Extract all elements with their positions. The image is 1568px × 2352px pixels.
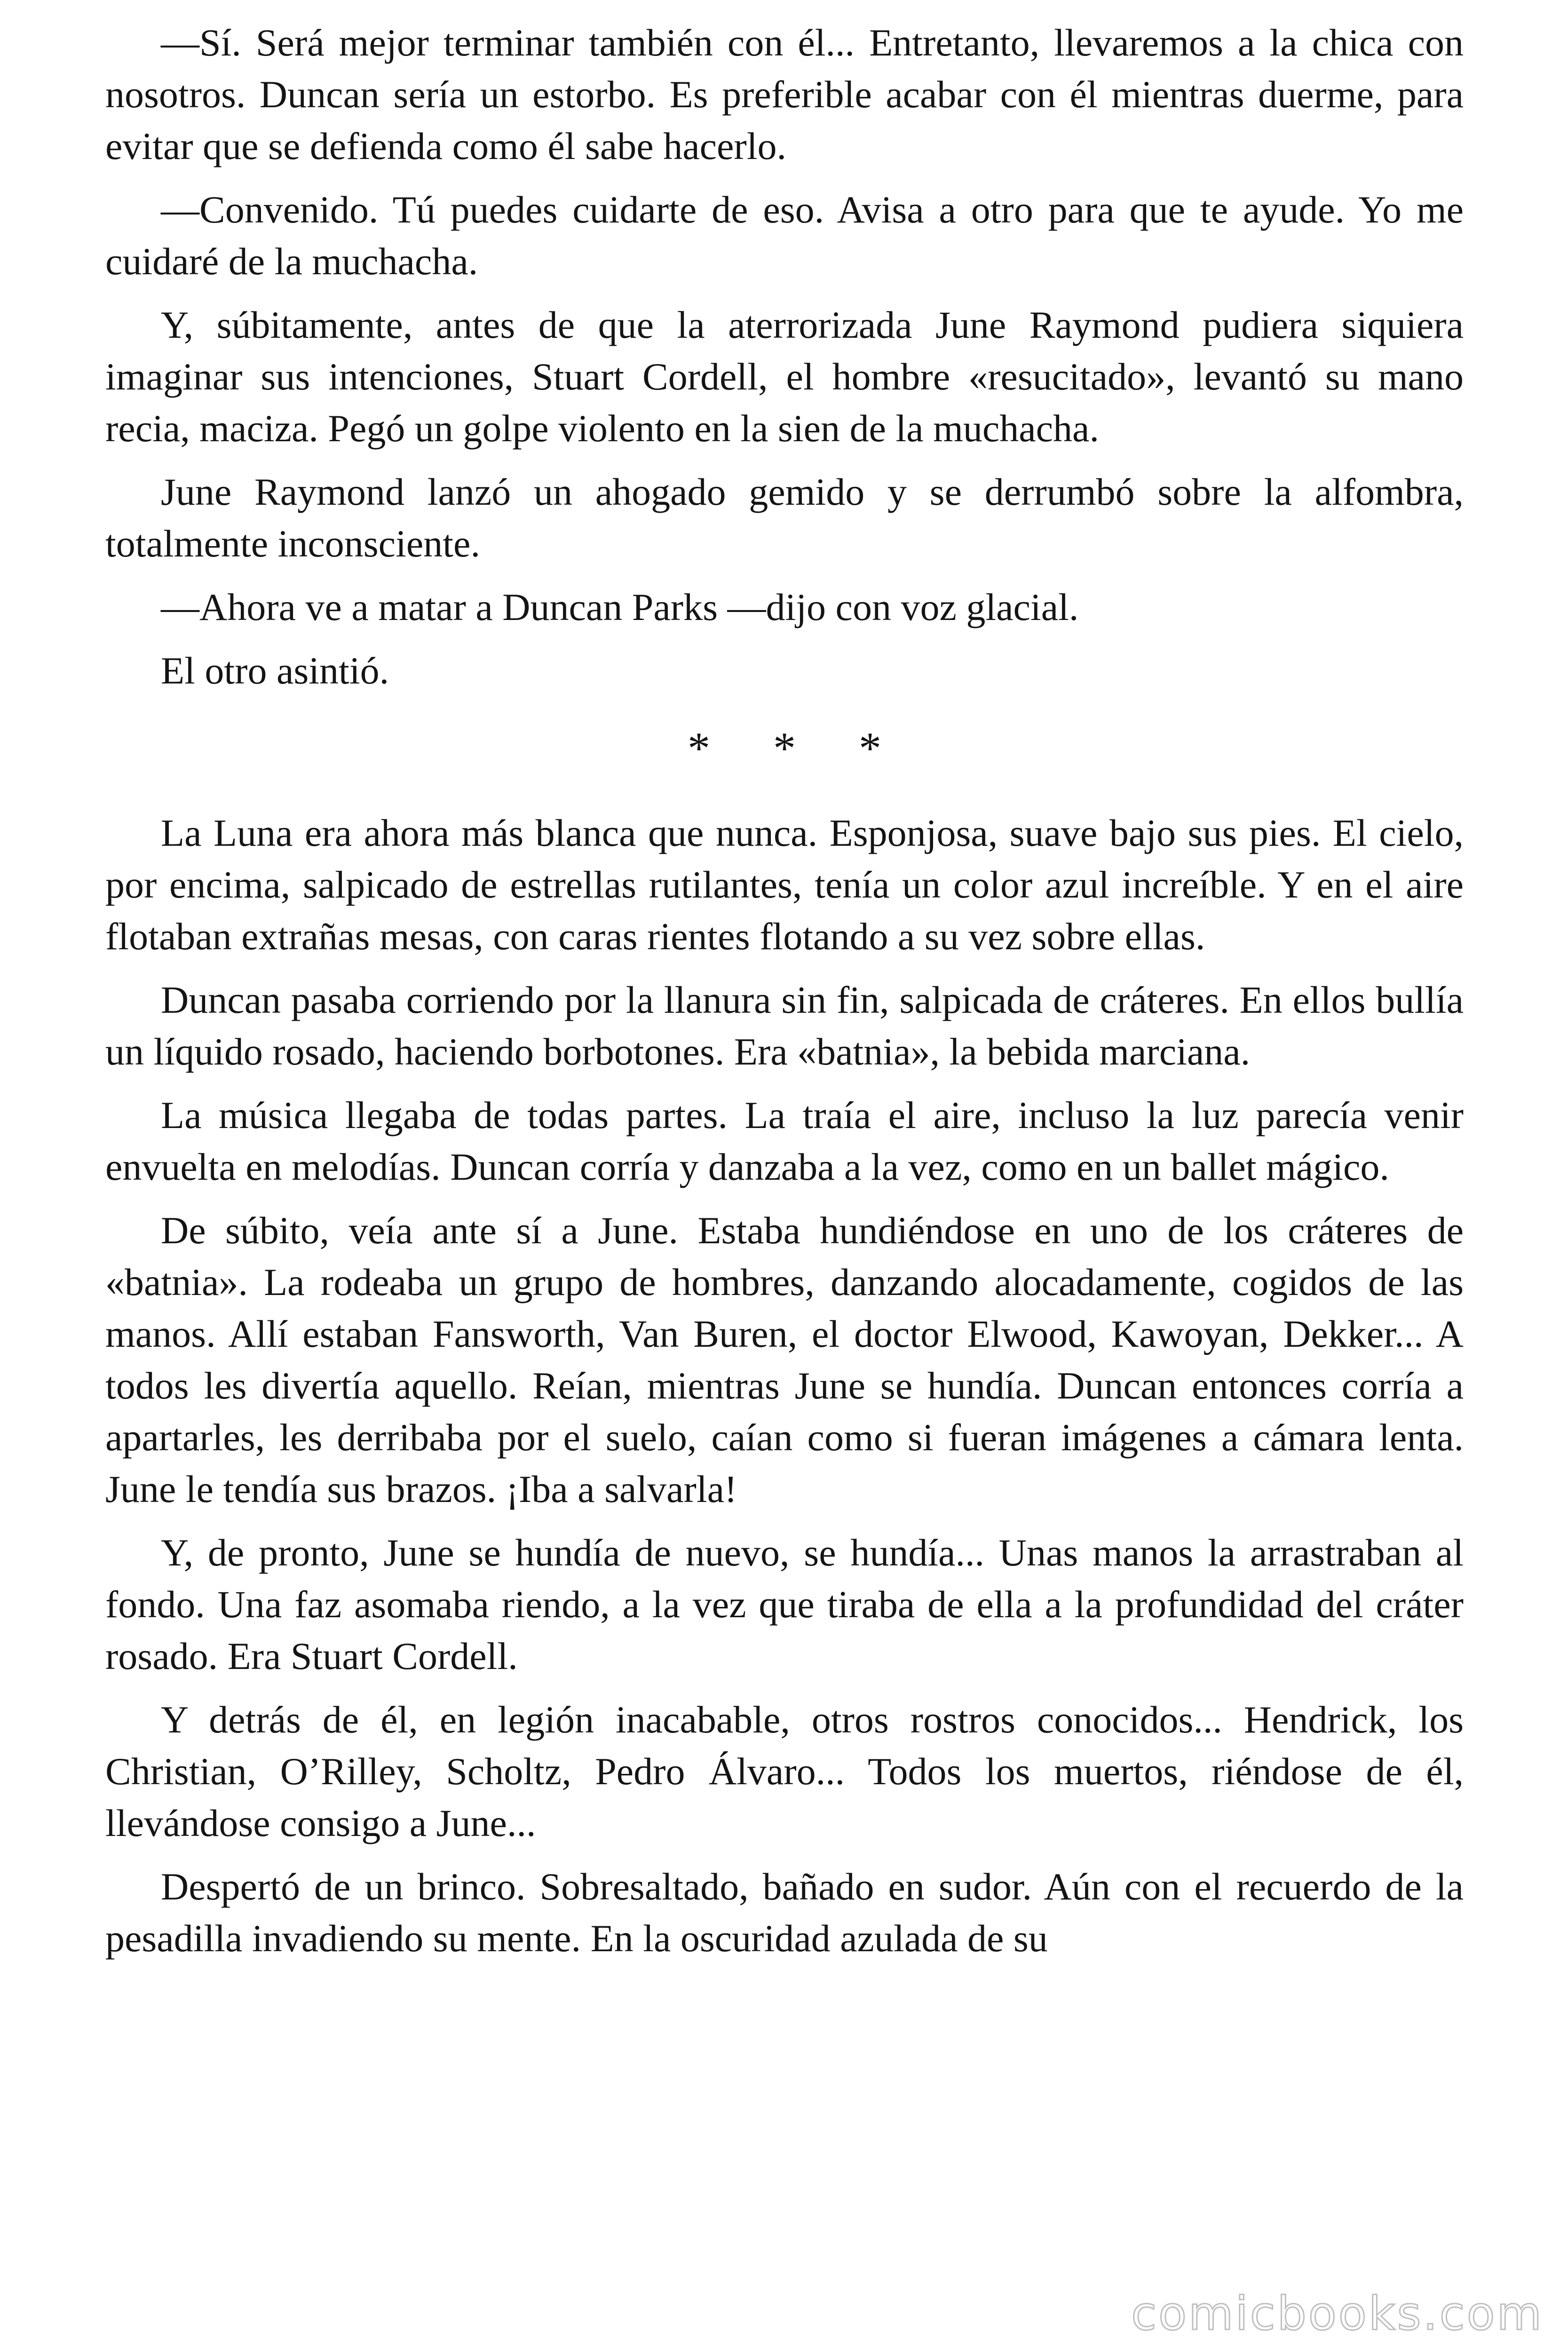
paragraph: —Sí. Será mejor terminar también con él... Entretanto, llevaremos a la chica con nosotros. Duncan sería un estorbo. Es preferible acabar con él mientras duerme, para evitar que se defienda como él sabe hacerlo. bbox=[105, 21, 1464, 167]
paragraph: —Convenido. Tú puedes cuidarte de eso. Avisa a otro para que te ayude. Yo me cuidaré de la muchacha. bbox=[105, 188, 1464, 283]
paragraph: La música llegaba de todas partes. La traía el aire, incluso la luz parecía venir envuelta en melodías. Duncan corría y danzaba a la vez, como en un ballet mágico. bbox=[105, 1094, 1464, 1188]
paragraph: La Luna era ahora más blanca que nunca. Esponjosa, suave bajo sus pies. El cielo, por encima, salpicado de estrellas rutilantes, tenía un color azul increíble. Y en el aire flotaban extrañas mesas, con caras rientes flotando a su vez sobre ellas. bbox=[105, 811, 1464, 958]
paragraph: Despertó de un brinco. Sobresaltado, bañado en sudor. Aún con el recuerdo de la pesadilla invadiendo su mente. En la oscuridad azulada de su bbox=[105, 1865, 1464, 1960]
scene-break: * * * bbox=[688, 723, 881, 773]
paragraph: Y, súbitamente, antes de que la aterrorizada June Raymond pudiera siquiera imaginar sus intenciones, Stuart Cordell, el hombre «resucitado», levantó su mano recia, maciza. Pegó un golpe violento en la sien de la muchacha. bbox=[105, 303, 1464, 450]
paragraph: June Raymond lanzó un ahogado gemido y se derrumbó sobre la alfombra, totalmente inconsciente. bbox=[105, 470, 1464, 565]
paragraph: De súbito, veía ante sí a June. Estaba hundiéndose en uno de los cráteres de «batnia». La rodeaba un grupo de hombres, danzando alocadamente, cogidos de las manos. Allí estaban Fansworth, Van Buren, el doctor Elwood, Kawoyan, Dekker... A todos les divertía aquello. Reían, mientras June se hundía. Duncan entonces corría a apartarles, les derribaba por el suelo, caían como si fueran imágenes a cámara lenta. June le tendía sus brazos. ¡Iba a salvarla! bbox=[105, 1209, 1464, 1510]
body-text bbox=[105, 17, 1464, 1976]
watermark: comicbooks.com bbox=[1131, 2287, 1544, 2341]
paragraph: Y, de pronto, June se hundía de nuevo, se hundía... Unas manos la arrastraban al fondo. Una faz asomaba riendo, a la vez que tiraba de ella a la profundidad del cráter rosado. Era Stuart Cordell. bbox=[105, 1531, 1464, 1677]
paragraph: El otro asintió. bbox=[161, 649, 389, 692]
paragraph: Y detrás de él, en legión inacabable, otros rostros conocidos... Hendrick, los Christian, O’Rilley, Scholtz, Pedro Álvaro... Todos los muertos, riéndose de él, llevándose consigo a June... bbox=[105, 1698, 1464, 1844]
paragraph: Duncan pasaba corriendo por la llanura sin fin, salpicada de cráteres. En ellos bullía un líquido rosado, haciendo borbotones. Era «batnia», la bebida marciana. bbox=[105, 978, 1464, 1073]
paragraph: —Ahora ve a matar a Duncan Parks —dijo con voz glacial. bbox=[161, 586, 1079, 628]
